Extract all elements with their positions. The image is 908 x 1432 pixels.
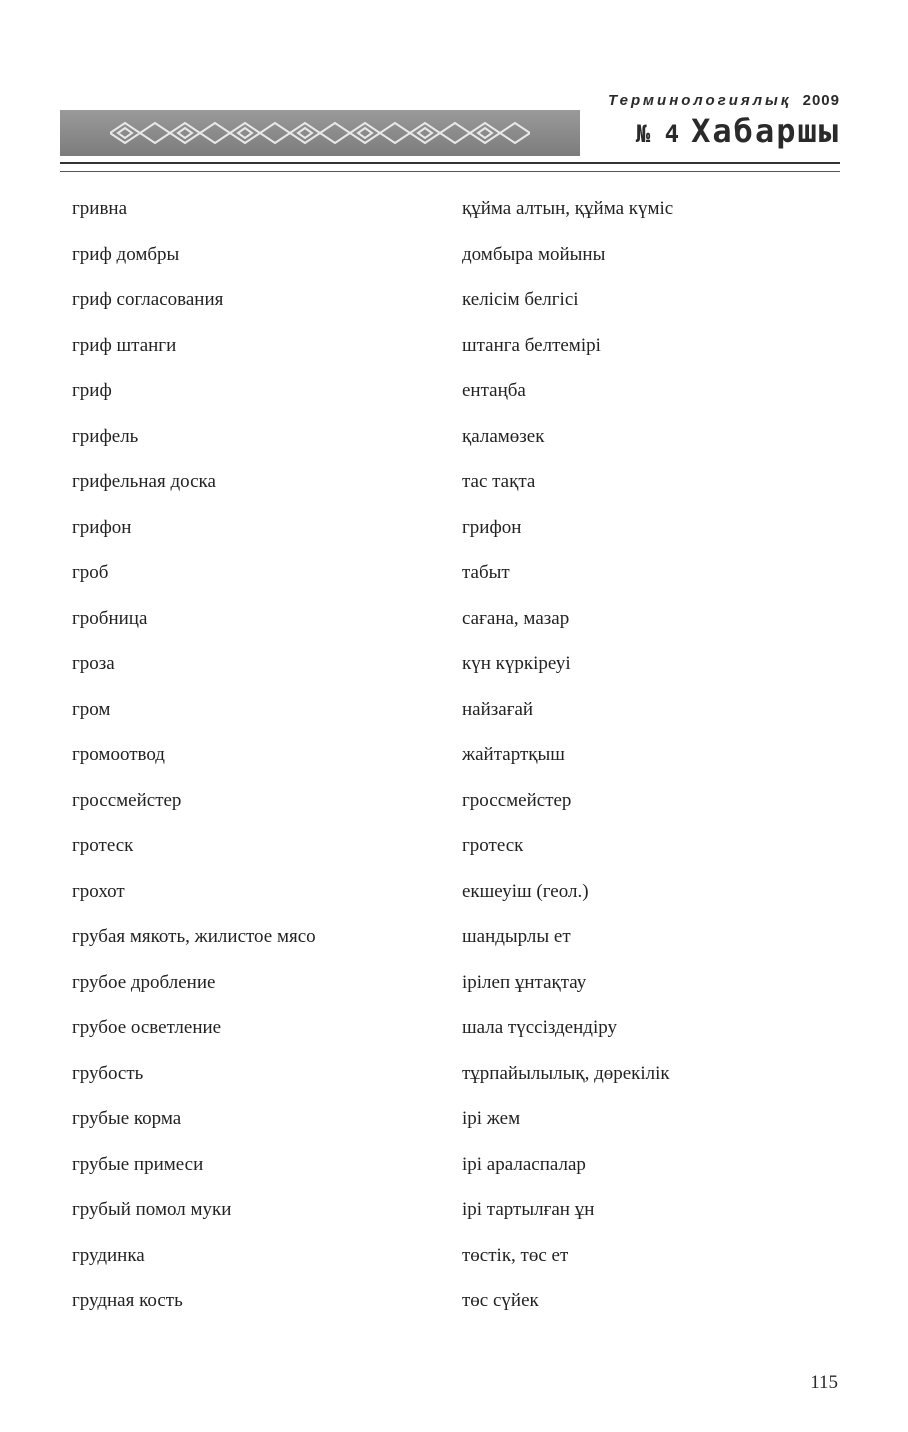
russian-term: грубый помол муки — [72, 1199, 232, 1220]
russian-term: грубое дробление — [72, 971, 216, 993]
russian-term: гривна — [72, 198, 128, 219]
dictionary-entry — [0, 333, 908, 363]
dictionary-entry — [0, 833, 908, 863]
dictionary-entry — [0, 924, 908, 954]
dictionary-entry — [0, 515, 908, 545]
dictionary-entry — [0, 970, 908, 1000]
dictionary-entry — [0, 242, 908, 272]
kazakh-term: күн күркіреуі — [462, 653, 571, 674]
russian-term: гром — [72, 698, 111, 720]
russian-term: гротеск — [72, 835, 134, 856]
kazakh-term: төс сүйек — [462, 1290, 539, 1311]
dictionary-entry — [0, 1152, 908, 1182]
kazakh-term: шала түссіздендіру — [462, 1017, 617, 1038]
russian-term: гроб — [72, 562, 109, 583]
dictionary-entry — [0, 1015, 908, 1045]
russian-term: громоотвод — [72, 744, 165, 765]
ornament-pattern — [110, 118, 530, 148]
journal-subtitle — [608, 92, 840, 109]
russian-term: грифон — [72, 516, 132, 538]
dictionary-entry — [0, 1106, 908, 1136]
kazakh-term: грифон — [462, 516, 522, 538]
kazakh-term: гротеск — [462, 835, 524, 856]
header-rule-thin — [60, 171, 840, 172]
dictionary-entry — [0, 651, 908, 681]
russian-term: грохот — [72, 880, 125, 902]
russian-term: гроссмейстер — [72, 789, 182, 811]
kazakh-term: құйма алтын, құйма күміс — [462, 198, 674, 219]
kazakh-term: домбыра мойыны — [462, 243, 606, 265]
journal-title-text: Хабаршы — [691, 112, 840, 150]
dictionary-entry — [0, 378, 908, 408]
kazakh-term: гроссмейстер — [462, 789, 572, 811]
journal-year: 2009 — [802, 92, 840, 109]
dictionary-entry — [0, 742, 908, 772]
kazakh-term: шандырлы ет — [462, 926, 571, 947]
kazakh-term: келісім белгісі — [462, 289, 579, 310]
kazakh-term: тас тақта — [462, 471, 536, 492]
kazakh-term: екшеуіш (геол.) — [462, 880, 589, 902]
ornament-band — [60, 110, 580, 156]
page-number: 115 — [810, 1372, 838, 1393]
russian-term: гробница — [72, 607, 148, 629]
journal-title — [636, 112, 840, 150]
dictionary-entry — [0, 424, 908, 454]
russian-term: гриф домбры — [72, 243, 180, 265]
russian-term: гриф согласования — [72, 289, 224, 310]
kazakh-term: тұрпайылылық, дөрекілік — [462, 1062, 670, 1084]
dictionary-entry — [0, 1243, 908, 1273]
dictionary-entry — [0, 1288, 908, 1318]
russian-term: грудная кость — [72, 1290, 183, 1311]
dictionary-entry — [0, 606, 908, 636]
russian-term: грубые корма — [72, 1108, 182, 1129]
kazakh-term: ірі тартылған ұн — [462, 1199, 595, 1220]
russian-term: гроза — [72, 653, 115, 674]
kazakh-term: найзағай — [462, 698, 534, 720]
kazakh-term: ентаңба — [462, 380, 526, 401]
russian-term: грубые примеси — [72, 1153, 204, 1175]
kazakh-term: табыт — [462, 562, 510, 583]
russian-term: грифельная доска — [72, 471, 216, 492]
dictionary-entry — [0, 697, 908, 727]
kazakh-term: ірі жем — [462, 1108, 521, 1129]
kazakh-term: сағана, мазар — [462, 607, 570, 629]
dictionary-entry — [0, 287, 908, 317]
kazakh-term: ірі араласпалар — [462, 1153, 586, 1175]
russian-term: грубость — [72, 1062, 144, 1084]
kazakh-term: ірілеп ұнтақтау — [462, 971, 587, 993]
dictionary-entry — [0, 1061, 908, 1091]
kazakh-term: штанга белтемірі — [462, 334, 601, 356]
issue-number: № 4 — [635, 120, 680, 148]
russian-term: гриф — [72, 380, 112, 401]
russian-term: грубая мякоть, жилистое мясо — [72, 926, 316, 947]
journal-subtitle-text: Терминологиялық — [608, 92, 792, 109]
dictionary-entry — [0, 788, 908, 818]
russian-term: гриф штанги — [72, 334, 177, 356]
dictionary-entry — [0, 879, 908, 909]
kazakh-term: қаламөзек — [462, 425, 545, 447]
dictionary-entry — [0, 196, 908, 226]
dictionary-entry — [0, 560, 908, 590]
header-rule-thick — [60, 162, 840, 164]
dictionary-entry — [0, 469, 908, 499]
russian-term: грифель — [72, 425, 139, 447]
russian-term: грудинка — [72, 1244, 145, 1266]
kazakh-term: төстік, төс ет — [462, 1244, 569, 1266]
dictionary-entry — [0, 1197, 908, 1227]
kazakh-term: жайтартқыш — [462, 744, 565, 765]
russian-term: грубое осветление — [72, 1017, 222, 1038]
